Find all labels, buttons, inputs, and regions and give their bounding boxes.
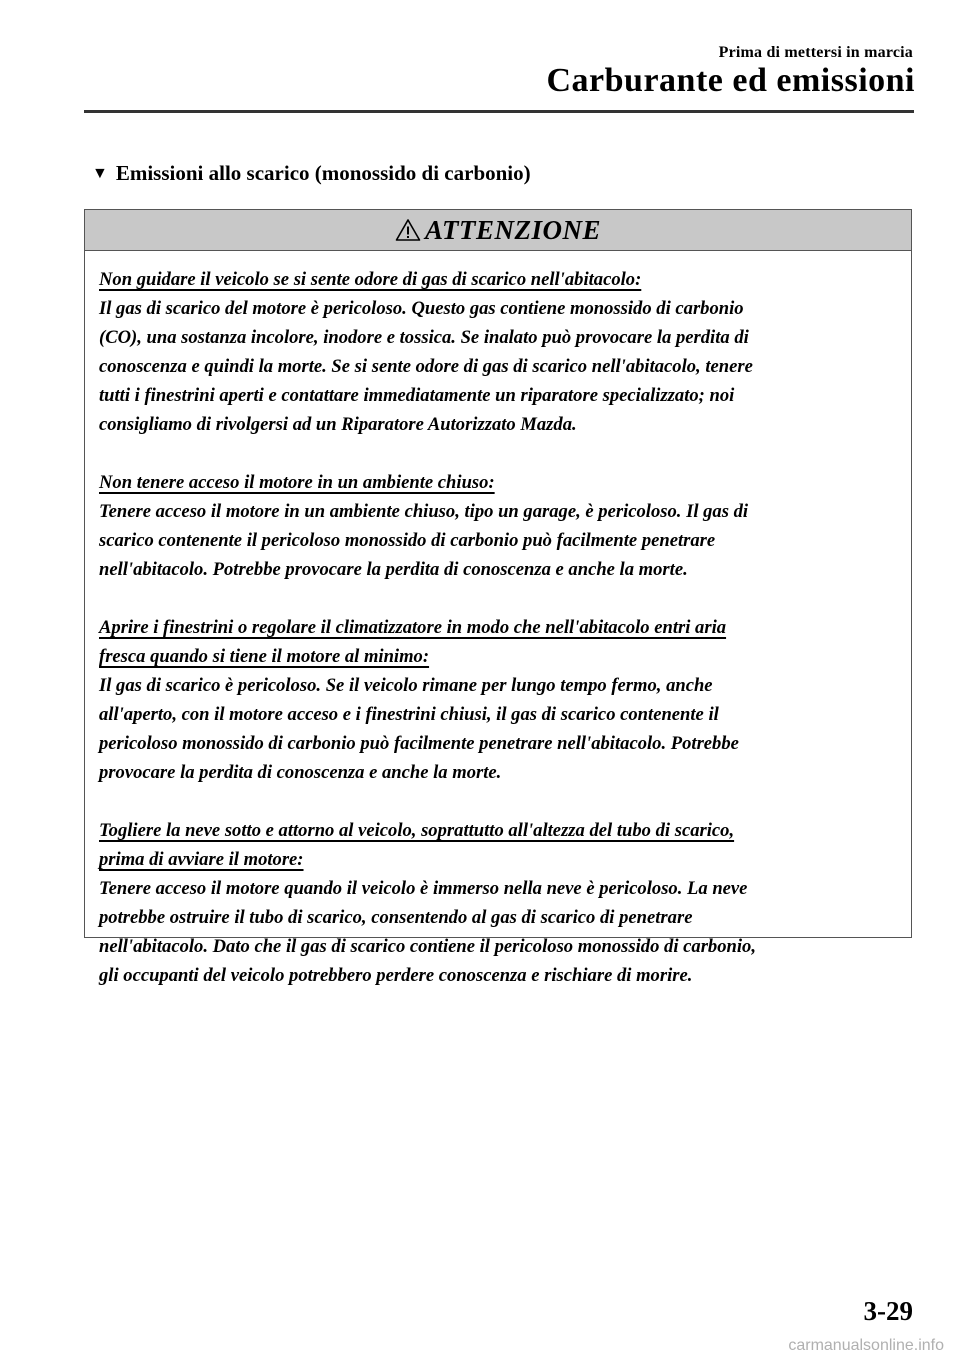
warning-body [85,251,911,990]
warning-paragraph-text: nell'abitacolo. Dato che il gas di scarico contiene il pericoloso monossido di carbonio, [99,936,756,957]
warning-paragraph-text: consigliamo di rivolgersi ad un Riparatore Autorizzato Mazda. [99,414,577,435]
warning-paragraph-heading: prima di avviare il motore: [99,849,304,870]
watermark: carmanualsonline.info [788,1337,944,1354]
section-title [92,161,531,186]
warning-paragraph-text: Tenere acceso il motore quando il veicolo è immerso nella neve è pericoloso. La neve [99,878,748,899]
warning-paragraph-text: Tenere acceso il motore in un ambiente chiuso, tipo un garage, è pericoloso. Il gas di [99,501,749,522]
warning-paragraph [99,613,911,787]
warning-paragraph-text: Il gas di scarico è pericoloso. Se il veicolo rimane per lungo tempo fermo, anche [99,675,713,696]
warning-paragraph-heading: Togliere la neve sotto e attorno al veicolo, soprattutto all'altezza del tubo di scarico, [99,820,735,841]
warning-paragraph-text: conoscenza e quindi la morte. Se si sente odore di gas di scarico nell'abitacolo, tenere [99,356,753,377]
warning-paragraph-text: provocare la perdita di conoscenza e anche la morte. [99,762,502,783]
warning-paragraph-text: pericoloso monossido di carbonio può facilmente penetrare nell'abitacolo. Potrebbe [99,733,739,754]
warning-title: ATTENZIONE [424,214,602,245]
chapter-header: Prima di mettersi in marcia [718,44,913,61]
warning-header [85,210,911,251]
warning-paragraph-text: potrebbe ostruire il tubo di scarico, consentendo al gas di scarico di penetrare [99,907,693,928]
warning-triangle-icon [395,218,421,242]
header-divider [84,110,914,113]
warning-paragraph-text: gli occupanti del veicolo potrebbero perdere conoscenza e rischiare di morire. [99,965,693,986]
warning-paragraph [99,265,911,439]
page-number: 3-29 [863,1296,913,1326]
warning-paragraph [99,816,911,990]
warning-paragraph-text: tutti i finestrini aperti e contattare immediatamente un riparatore specializzato; noi [99,385,735,406]
warning-paragraph-text: nell'abitacolo. Potrebbe provocare la perdita di conoscenza e anche la morte. [99,559,688,580]
warning-paragraph-text: scarico contenente il pericoloso monossido di carbonio può facilmente penetrare [99,530,716,551]
warning-paragraph-heading: Non guidare il veicolo se si sente odore di gas di scarico nell'abitacolo: [99,269,642,290]
warning-box [84,209,912,986]
section-title-text: Emissioni allo scarico (monossido di carbonio) [115,161,531,185]
warning-paragraph-heading: Aprire i finestrini o regolare il climatizzatore in modo che nell'abitacolo entri aria [99,617,727,638]
warning-paragraph-heading: fresca quando si tiene il motore al minimo: [99,646,430,667]
warning-paragraph-text: Il gas di scarico del motore è pericoloso. Questo gas contiene monossido di carbonio [99,298,744,319]
warning-paragraph-heading: Non tenere acceso il motore in un ambiente chiuso: [99,472,495,493]
warning-paragraph [99,468,911,584]
triangle-down-icon: ▼ [92,165,108,182]
section-header: Carburante ed emissioni [546,62,915,99]
warning-paragraph-text: all'aperto, con il motore acceso e i finestrini chiusi, il gas di scarico contenente il [99,704,719,725]
warning-paragraph-text: (CO), una sostanza incolore, inodore e tossica. Se inalato può provocare la perdita di [99,327,749,348]
